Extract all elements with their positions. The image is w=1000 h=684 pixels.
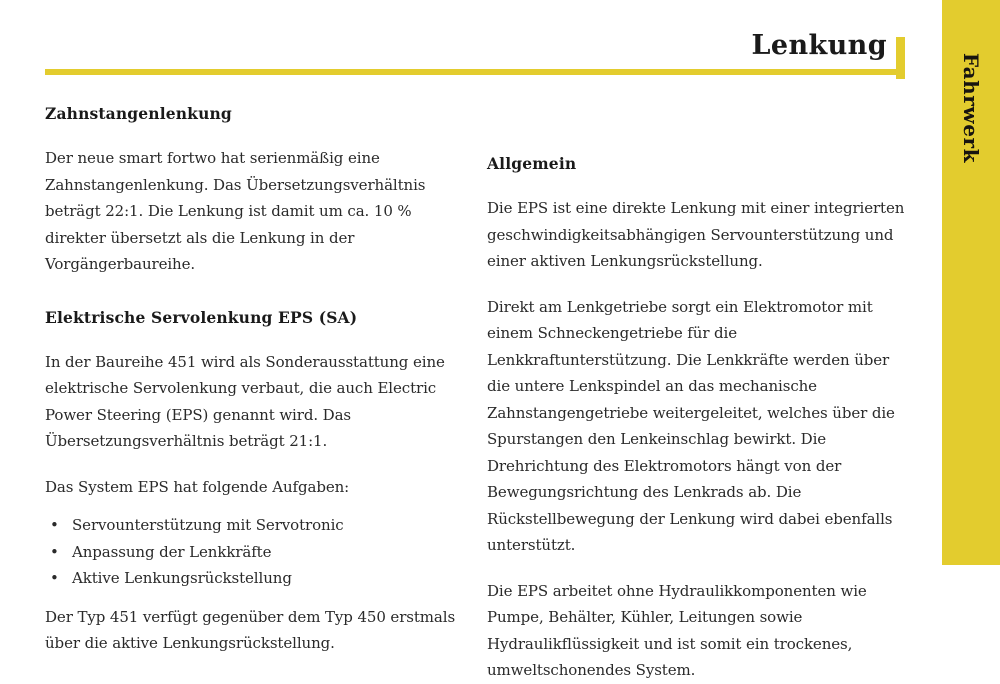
bullet-icon: • <box>50 516 59 534</box>
right-column <box>487 104 905 684</box>
chapter-tab-label: Fahrwerk <box>959 52 983 164</box>
bullet-icon: • <box>50 569 59 587</box>
heading-zahnstangenlenkung: Zahnstangenlenkung <box>45 104 232 123</box>
page-title: Lenkung <box>751 30 887 61</box>
paragraph-lenkgetriebe-elektromotor: Direkt am Lenkgetriebe sorgt ein Elektromotor mit einem Schneckengetriebe für die Lenkkraftunterstützung. Die Lenkkräfte werden über die untere Lenkspindel an das mechanische Zahnstangengetriebe weitergeleitet, welches über die Spurstangen den Lenkeinschlag bewirkt. Die Drehrichtung des Elektromotors hängt von der Bewegungsrichtung des Lenkrads ab. Die Rückstellbewegung der Lenkung wird dabei ebenfalls unterstützt. <box>487 297 895 554</box>
heading-allgemein: Allgemein <box>487 154 577 173</box>
paragraph-typ-451-vs-450: Der Typ 451 verfügt gegenüber dem Typ 450 erstmals über die aktive Lenkungsrückstellung. <box>45 607 456 652</box>
paragraph-eps-direkte-lenkung: Die EPS ist eine direkte Lenkung mit einer integrierten geschwindigkeitsabhängigen Servounterstützung und einer aktiven Lenkungsrückstellung. <box>487 199 905 270</box>
paragraph-ohne-hydraulikkomponenten: Die EPS arbeitet ohne Hydraulikkomponenten wie Pumpe, Behälter, Kühler, Leitungen sowie Hydraulikflüssigkeit und ist somit ein trockenes, umweltschonendes System. <box>487 581 867 679</box>
paragraph-aufgaben-intro: Das System EPS hat folgende Aufgaben: <box>45 477 350 496</box>
list-item-label: Anpassung der Lenkkräfte <box>72 542 272 561</box>
list-item-label: Servounterstützung mit Servotronic <box>72 516 344 534</box>
heading-elektrische-servolenkung-eps: Elektrische Servolenkung EPS (SA) <box>45 307 358 327</box>
list-item-label: Aktive Lenkungsrückstellung <box>72 569 292 587</box>
list-item <box>45 539 463 566</box>
left-column <box>45 104 463 657</box>
paragraph-zahnstangenlenkung: Der neue smart fortwo hat serienmäßig eine Zahnstangenlenkung. Das Übersetzungsverhältnis beträgt 22:1. Die Lenkung ist damit um ca. 10 % direkter übersetzt als die Lenkung in der Vorgängerbaureihe. <box>45 149 426 273</box>
bullet-icon: • <box>50 542 59 561</box>
paragraph-baureihe-451: In der Baureihe 451 wird als Sonderausstattung eine elektrische Servolenkung verbaut, die auch Electric Power Steering (EPS) genannt wird. Das Übersetzungsverhältnis beträgt 21:1. <box>45 352 445 450</box>
list-item <box>45 512 463 539</box>
chapter-tab[interactable] <box>942 0 1000 565</box>
header-divider-rule <box>45 69 905 75</box>
list-item <box>45 565 463 592</box>
eps-tasks-list <box>45 512 463 592</box>
